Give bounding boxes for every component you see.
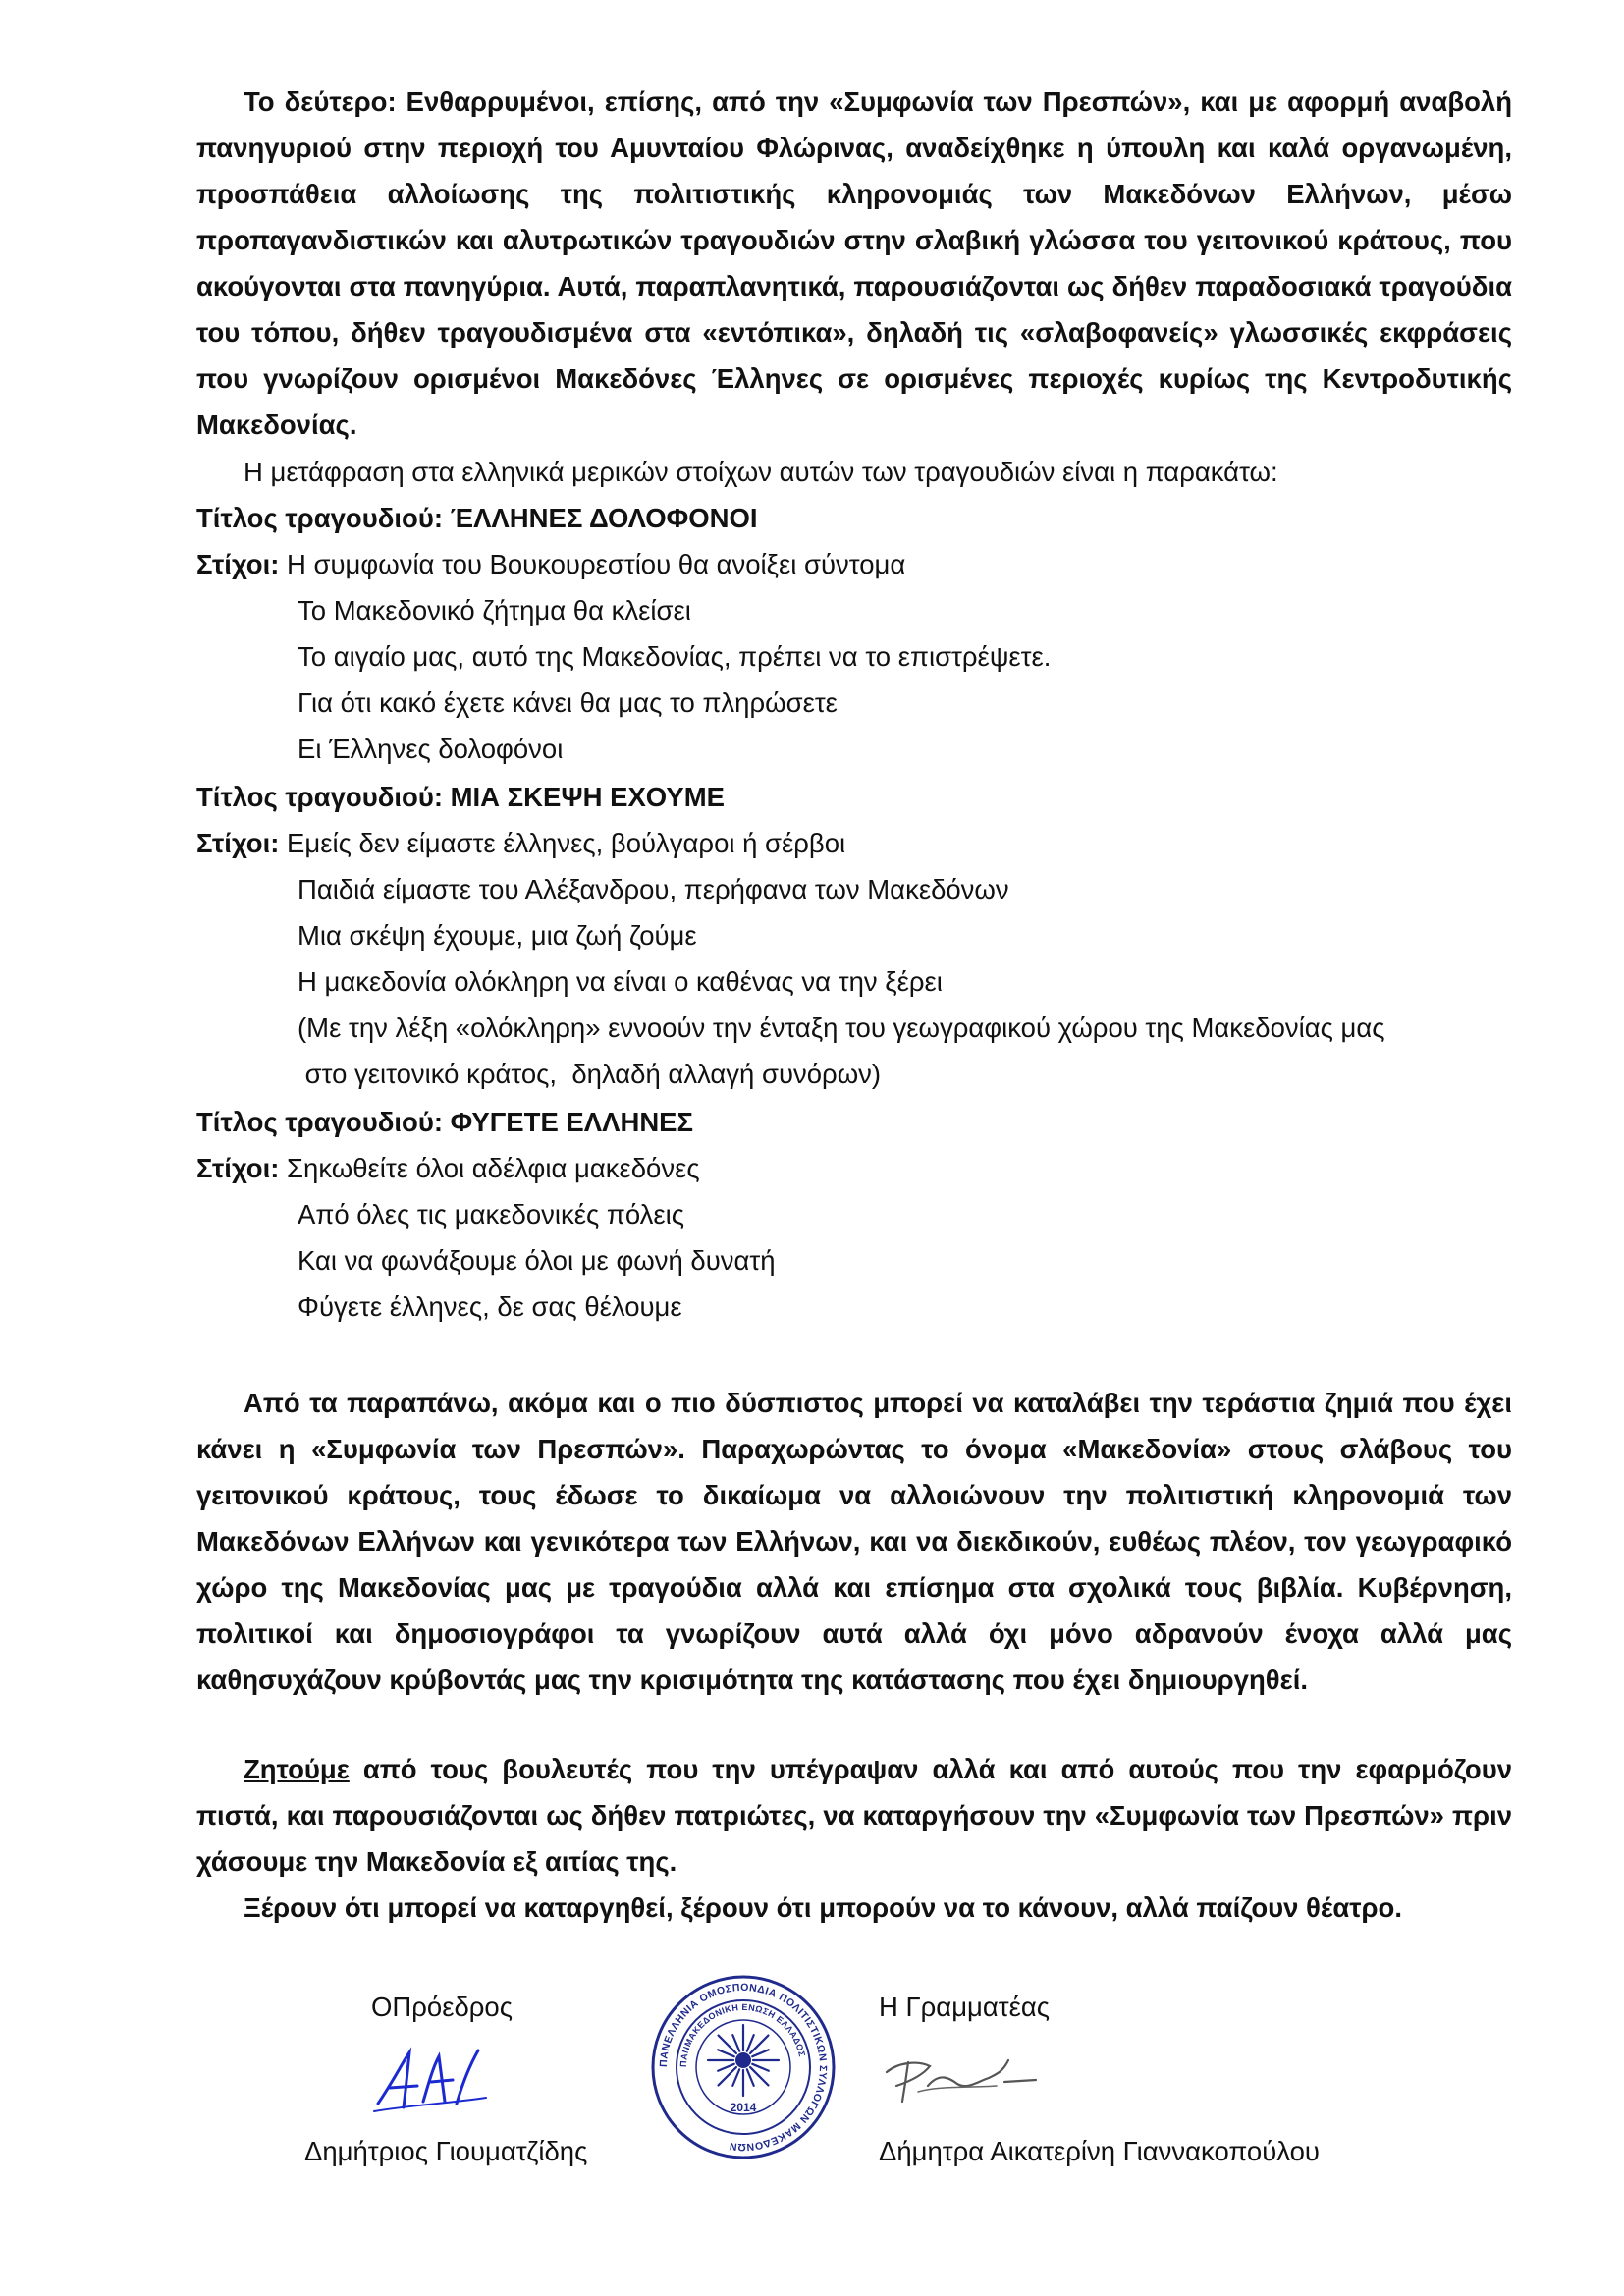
song-3-line: Από όλες τις μακεδονικές πόλεις — [298, 1199, 685, 1230]
song-title-label: Τίτλος τραγουδιού: — [196, 1107, 443, 1137]
secretary-name: Δήμητρα Αικατερίνη Γιαννακοπούλου — [879, 2136, 1320, 2166]
sun-ray — [732, 2069, 739, 2086]
secretary-title: Η Γραμματέας — [879, 1992, 1051, 2022]
song-3-line-0: Σηκωθείτε όλοι αδέλφια μακεδόνες — [287, 1153, 700, 1183]
secretary-signature — [879, 2043, 1041, 2116]
sun-ray — [718, 2050, 734, 2056]
song-2-lyrics-first — [196, 820, 845, 866]
song-1-line: Για ότι κακό έχετε κάνει θα μας το πληρώσετε — [298, 687, 838, 718]
intro-paragraph-block — [196, 79, 1512, 448]
song-2-line: Η μακεδονία ολόκληρη να είναι ο καθένας να την ξέρει — [298, 966, 943, 997]
president-title: ΟΠρόεδρος — [371, 1992, 513, 2022]
conclusion-paragraph: Από τα παραπάνω, ακόμα και ο πιο δύσπιστος μπορεί να καταλάβει την τεράστια ζημιά που έχει κάνει η «Συμφωνία των Πρεσπών». Παραχωρώντας το όνομα «Μακεδονία» στους σλάβους του γειτονικού κράτους, τους έδωσε το δικαίωμα να αλλοιώνουν την πολιτιστική κληρονομιά των Μακεδόνων Ελλήνων και γενικότερα των Ελλήνων, και να διεκδικούν, ευθέως πλέον, τον γεωγραφικό χώρο της Μακεδονίας μας με τραγούδια αλλά και επίσημα στα σχολικά τους βιβλία. Κυβέρνηση, πολιτικοί και δημοσιογράφοι τα γνωρίζουν αυτά αλλά όχι μόνο αδρανούν ένοχα αλλά μας καθησυχάζουν κρύβοντάς μας την κρισιμότητα της κατάστασης που έχει δημιουργηθεί. — [196, 1388, 1512, 1695]
song-2-title-line — [196, 774, 725, 820]
sun-ray — [747, 2035, 754, 2051]
demand-paragraph-block — [196, 1746, 1512, 1885]
song-3-title-line — [196, 1099, 693, 1145]
sun-ray — [752, 2064, 769, 2071]
sun-ray — [732, 2035, 739, 2051]
song-1-line: Το Μακεδονικό ζήτημα θα κλείσει — [298, 595, 691, 626]
demand-paragraph — [196, 1746, 1512, 1885]
song-title-label: Τίτλος τραγουδιού: — [196, 782, 443, 812]
conclusion-paragraph-block — [196, 1380, 1512, 1703]
president-signature — [368, 2043, 501, 2121]
song-3-title: ΦΥΓΕΤΕ ΕΛΛΗΝΕΣ — [450, 1107, 694, 1137]
seal-year: 2014 — [730, 2101, 757, 2114]
lyrics-label: Στίχοι: — [196, 1153, 280, 1183]
song-2-line: Μια σκέψη έχουμε, μια ζωή ζούμε — [298, 920, 697, 951]
song-1-line: Ει Έλληνες δολοφόνοι — [298, 734, 564, 764]
intro-paragraph: Το δεύτερο: Ενθαρρυμένοι, επίσης, από την «Συμφωνία των Πρεσπών», και με αφορμή αναβολή πανηγυριού στην περιοχή του Αμυνταίου Φλώρινας, αναδείχθηκε η ύπουλη και καλά οργανωμένη, προσπάθεια αλλοίωσης της πολιτιστικής κληρονομιάς των Μακεδόνων Ελλήνων, μέσω προπαγανδιστικών και αλυτρωτικών τραγουδιών στην σλαβική γλώσσα του γειτονικού κράτους, που ακούγονται στα πανηγύρια. Αυτά, παραπλανητικά, παρουσιάζονται ως δήθεν παραδοσιακά τραγούδια του τόπου, δήθεν τραγουδισμένα στα «εντόπικα», δηλαδή τις «σλαβοφανείς» γλωσσικές εκφράσεις που γνωρίζουν ορισμένοι Μακεδόνες Έλληνες σε ορισμένες περιοχές κυρίως της Κεντροδυτικής Μακεδονίας. — [196, 86, 1512, 440]
song-1-title: ΈΛΛΗΝΕΣ ΔΟΛΟΦΟΝΟΙ — [450, 503, 758, 533]
song-3-lyrics-first — [196, 1145, 700, 1191]
president-name: Δημήτριος Γιουματζίδης — [304, 2136, 588, 2166]
translation-intro: Η μετάφραση στα ελληνικά μερικών στοίχων αυτών των τραγουδιών είναι η παρακάτω: — [244, 457, 1278, 487]
song-1-lyrics-first — [196, 541, 905, 587]
song-1-line: Το αιγαίο μας, αυτό της Μακεδονίας, πρέπει να το επιστρέψετε. — [298, 641, 1052, 672]
song-1-title-line — [196, 495, 757, 541]
sun-ray — [747, 2069, 754, 2086]
demand-keyword: Ζητούμε — [244, 1754, 350, 1784]
song-title-label: Τίτλος τραγουδιού: — [196, 503, 443, 533]
song-1-line-0: Η συμφωνία του Βουκουρεστίου θα ανοίξει σύντομα — [287, 549, 906, 579]
song-2-note: (Με την λέξη «ολόκληρη» εννοούν την ένταξη του γεωγραφικού χώρου της Μακεδονίας μας — [298, 1012, 1385, 1043]
closing-line: Ξέρουν ότι μπορεί να καταργηθεί, ξέρουν ότι μπορούν να το κάνουν, αλλά παίζουν θέατρο. — [244, 1892, 1402, 1923]
seal-inner-text: ΠΑΝΜΑΚΕΔΟΝΙΚΗ ΕΝΩΣΗ ΕΛΛΑΔΟΣ — [677, 2001, 808, 2068]
song-3-line: Φύγετε έλληνες, δε σας θέλουμε — [298, 1291, 682, 1322]
song-2-title: ΜΙΑ ΣΚΕΨΗ ΕΧΟΥΜΕ — [450, 782, 726, 812]
organization-seal — [650, 1974, 837, 2160]
song-2-line: Παιδιά είμαστε του Αλέξανδρου, περήφανα των Μακεδόνων — [298, 874, 1009, 904]
sun-ray — [752, 2050, 769, 2056]
song-2-line-0: Εμείς δεν είμαστε έλληνες, βούλγαροι ή σέρβοι — [287, 828, 846, 858]
seal-ring-text: ΠΑΝΕΛΛΗΝΙΑ ΟΜΟΣΠΟΝΔΙΑ ΠΟΛΙΤΙΣΤΙΚΩΝ ΣΥΛΛΟΓΩΝ ΜΑΚΕΔΟΝΩΝ — [657, 1981, 830, 2154]
sun-ray — [718, 2064, 734, 2071]
demand-text: από τους βουλευτές που την υπέγραψαν αλλά και από αυτούς που την εφαρμόζουν πιστά, και παρουσιάζονται ως δήθεν πατριώτες, να καταργήσουν την «Συμφωνία των Πρεσπών» πριν χάσουμε την Μακεδονία εξ αιτίας της. — [196, 1754, 1512, 1877]
lyrics-label: Στίχοι: — [196, 828, 280, 858]
song-3-line: Και να φωνάξουμε όλοι με φωνή δυνατή — [298, 1245, 776, 1276]
sun-center — [735, 2052, 751, 2068]
song-2-note-cont: στο γειτονικό κράτος, δηλαδή αλλαγή συνόρων) — [298, 1059, 882, 1089]
lyrics-label: Στίχοι: — [196, 549, 280, 579]
